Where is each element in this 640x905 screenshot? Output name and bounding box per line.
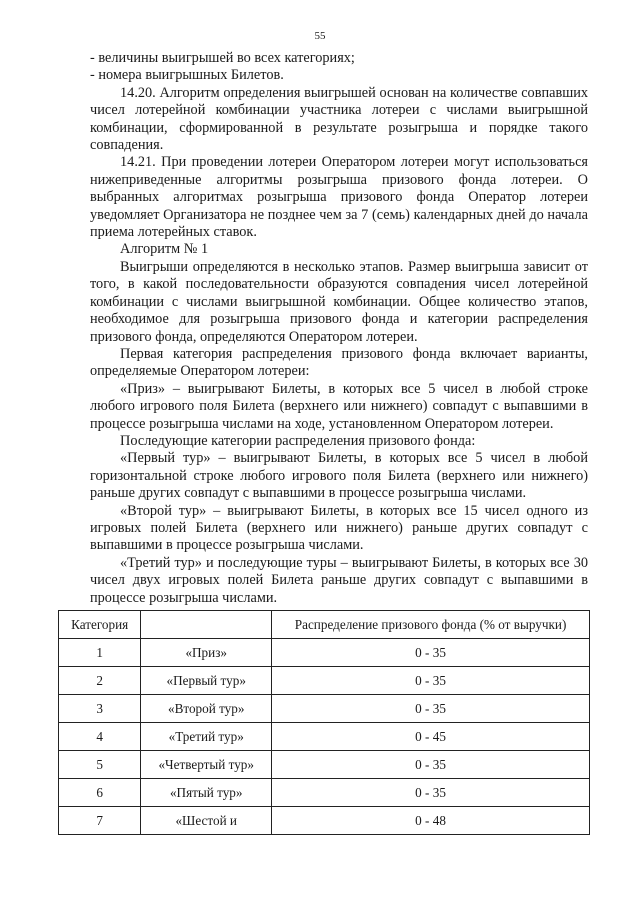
algorithm-heading: Алгоритм № 1 — [120, 241, 209, 258]
cell-distribution: 0 - 48 — [272, 807, 590, 835]
paragraph-14-21: 14.21. При проведении лотереи Оператором лотереи могут использоваться нижеприведенные алгоритмы розыгрыша призового фонда лотереи. О выбранных алгоритмах розыгрыша призового фонда Оператор лотереи уведомляет Организатора не позднее чем за 7 (семь) календарных дней до начала приема лотерейных ставок. — [90, 154, 588, 241]
paragraph-stages: Выигрыши определяются в несколько этапов. Размер выигрыша зависит от того, в какой последовательности образуются совпадения чисел лотерейной комбинации с числами выигрышной комбинации. Общее количество этапов, необходимое для розыгрыша призового фонда и категории распределения призового фонда, определяются Оператором лотереи. — [90, 258, 588, 345]
cell-distribution: 0 - 35 — [272, 779, 590, 807]
table-header-row — [59, 611, 590, 639]
prize-distribution-table — [58, 610, 590, 835]
paragraph-next-categories: Последующие категории распределения призового фонда: — [120, 432, 476, 449]
cell-name: «Пятый тур» — [141, 779, 272, 807]
cell-name: «Четвертый тур» — [141, 751, 272, 779]
cell-category: 4 — [59, 723, 141, 751]
cell-category: 5 — [59, 751, 141, 779]
cell-name: «Приз» — [141, 639, 272, 667]
table-row — [59, 751, 590, 779]
cell-name: «Второй тур» — [141, 695, 272, 723]
cell-category: 2 — [59, 667, 141, 695]
cell-category: 6 — [59, 779, 141, 807]
cell-category: 3 — [59, 695, 141, 723]
paragraph-14-20: 14.20. Алгоритм определения выигрышей основан на количестве совпавших чисел лотерейной комбинации участника лотереи с числами выигрышной комбинации, сформированной в результате розыгрыша и порядке такого совпадения. — [90, 84, 588, 154]
header-distribution: Распределение призового фонда (% от выручки) — [272, 611, 590, 639]
paragraph-third-tour: «Третий тур» и последующие туры – выигрывают Билеты, в которых все 30 чисел двух игровых полей Билета раньше других совпадут с выпавшими в процессе розыгрыша числами. — [90, 554, 588, 606]
cell-name: «Третий тур» — [141, 723, 272, 751]
table-row — [59, 667, 590, 695]
paragraph-second-tour: «Второй тур» – выигрывают Билеты, в которых все 15 чисел одного из игровых полей Билета (верхнего или нижнего) раньше других совпадут с выпавшими в процессе розыгрыша числами. — [90, 502, 588, 554]
list-line-ticket-numbers: - номера выигрышных Билетов. — [90, 67, 284, 84]
cell-category: 1 — [59, 639, 141, 667]
paragraph-first-tour: «Первый тур» – выигрывают Билеты, в которых все 5 чисел в любой горизонтальной строке любого игрового поля Билета (верхнего или нижнего) раньше других совпадут с выпавшими в процессе розыгрыша числами. — [90, 450, 588, 502]
cell-distribution: 0 - 35 — [272, 751, 590, 779]
paragraph-prize: «Приз» – выигрывают Билеты, в которых все 5 чисел в любой строке любого игрового поля Билета (верхнего или нижнего) совпадут с выпавшими в процессе розыгрыша числами на ходе, установленном Оператором лотереи. — [90, 380, 588, 432]
cell-distribution: 0 - 35 — [272, 667, 590, 695]
document-body — [90, 50, 588, 607]
table-row — [59, 779, 590, 807]
cell-distribution: 0 - 45 — [272, 723, 590, 751]
list-line-prize-amounts: - величины выигрышей во всех категориях; — [90, 50, 355, 66]
cell-name: «Шестой и — [141, 807, 272, 835]
cell-distribution: 0 - 35 — [272, 639, 590, 667]
page-number: 55 — [314, 30, 326, 42]
header-category: Категория — [59, 611, 141, 639]
table-row — [59, 807, 590, 835]
cell-name: «Первый тур» — [141, 667, 272, 695]
table-row — [59, 639, 590, 667]
paragraph-first-category: Первая категория распределения призового фонда включает варианты, определяемые Оператором лотереи: — [90, 345, 588, 380]
header-name — [141, 611, 272, 639]
table-row — [59, 695, 590, 723]
table-row — [59, 723, 590, 751]
cell-distribution: 0 - 35 — [272, 695, 590, 723]
cell-category: 7 — [59, 807, 141, 835]
